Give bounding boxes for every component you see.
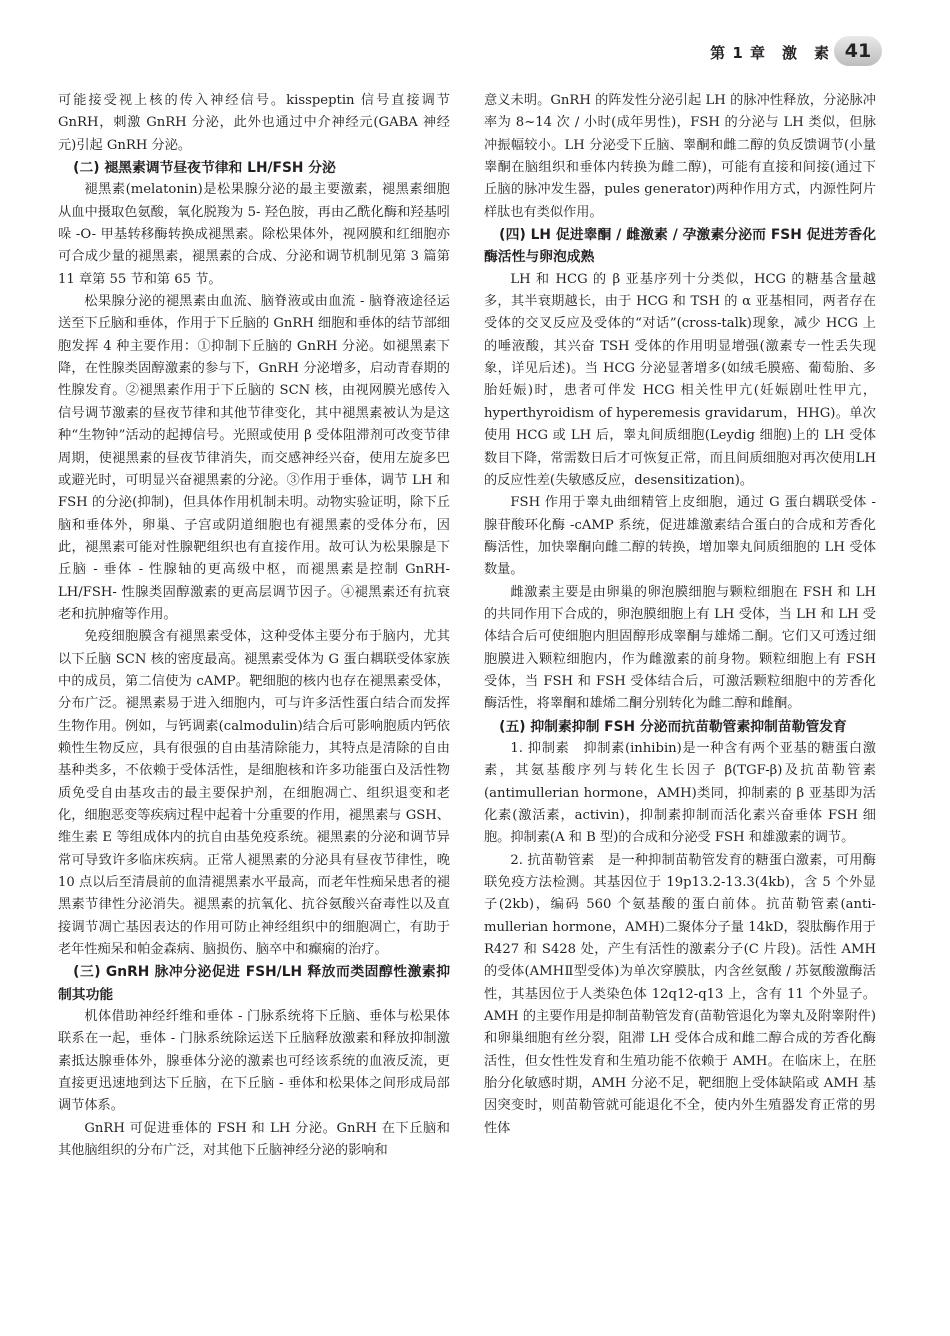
run-in-label: 1. 抑制素 [510,740,570,756]
paragraph-body: 是一种抑制苗勒管发育的糖蛋白激素，可用酶联免疫方法检测。其基因位于 19p13.2-13.3(4kb)，含 5 个外显子(2kb)，编码 560 个氨基酸的蛋白前体。抗苗勒管素(anti-mullerian hormone，AMH)二聚体分子量 14kD，裂肽酶作用于 R427 和 S428 处，产生有活性的激素分子(C 片段)。活性 AMH 的受体(AMHⅡ型受体)为单次穿膜肽，内含丝氨酸 / 苏氨酸激酶活性，其基因位于人类染色体 12q12-q13 上，含有 11 个外显子。AMH 的主要作用是抑制苗勒管发育(苗勒管退化为睾丸及附睾附件)和卵巢细胞有丝分裂，阻滞 LH 受体合成和雌二醇合成的芳香化酶活性，但女性性发育和生殖功能不依赖于 AMH。在临床上，在胚胎分化敏感时期，AMH 分泌不足，靶细胞上受体缺陷或 AMH 基因突变时，则苗勒管就可能退化不全，使内外生殖器发育正常的男性体 [484,852,876,1136]
left-column [58,90,450,1163]
paragraph: 免疫细胞膜含有褪黑素受体，这种受体主要分布于脑内，尤其以下丘脑 SCN 核的密度最高。褪黑素受体为 G 蛋白耦联受体家族中的成员，第二信使为 cAMP。靶细胞的核内也存在褪黑素受体，分布广泛。褪黑素易于进入细胞内，可与许多活性蛋白结合而发挥生物作用。例如，与钙调素(calmodulin)结合后可影响胞质内钙依赖性生物反应，具有很强的自由基清除能力，其特点是清除的自由基种类多，不依赖于受体活性，是细胞核和许多功能蛋白及活性物质免受自由基攻击的最主要保护剂，在细胞凋亡、组织退变和老化，细胞恶变等疾病过程中起着十分重要的作用，褪黑素与 GSH、维生素 E 等组成体内的抗自由基免疫系统。褪黑素的分泌和调节异常可导致许多临床疾病。正常人褪黑素的分泌具有昼夜节律性，晚 10 点以后至清晨前的血清褪黑素水平最高，而老年性痴呆患者的褪黑素节律性分泌消失。褪黑素的抗氧化、抗谷氨酸兴奋毒性以及直接调节凋亡基因表达的作用可防止神经组织中的细胞凋亡，有助于老年性痴呆和帕金森病、脑损伤、脑卒中和癫痫的治疗。 [58,629,450,958]
run-in-label: 2. 抗苗勒管素 [510,852,595,868]
paragraph-amh [484,850,876,1140]
paragraph: 意义未明。GnRH 的阵发性分泌引起 LH 的脉冲性释放，分泌脉冲率为 8~14 次 / 小时(成年男性)，FSH 的分泌与 LH 类似，但脉冲振幅较小。LH 分泌受下丘脑、睾酮和雌二醇的负反馈调节(小量睾酮在脑组织和垂体内转换为雌二醇)，可能有直接和间接(通过下丘脑的脉冲发生器，pules generator)两种作用方式，内源性阿片样肽也有类似作用。 [484,93,876,220]
section-heading-4: (四) LH 促进睾酮 / 雌激素 / 孕激素分泌而 FSH 促进芳香化酶活性与卵泡成熟 [484,227,876,266]
paragraph-inhibin [484,738,876,850]
right-column [484,90,876,1140]
paragraph: LH 和 HCG 的 β 亚基序列十分类似，HCG 的糖基含量越多，其半衰期越长，由于 HCG 和 TSH 的 α 亚基相同，两者存在受体的交叉反应及受体的“对话”(cross-talk)现象，减少 HCG 上的唾液酸，其兴奋 TSH 受体的作用明显增强(激素专一性丢失现象，详见后述)。当 HCG 分泌显著增多(如绒毛膜癌、葡萄胎、多胎妊娠)时，患者可伴发 HCG 相关性甲亢(妊娠剧吐性甲亢，hyperthyroidism of hyperemesis gravidarum，HHG)。单次使用 HCG 或 LH 后，睾丸间质细胞(Leydig 细胞)上的 LH 受体数目下降，常需数日后才可恢复正常，而且间质细胞对再次使用LH的反应性差(失敏感反应，desensitization)。 [484,271,876,488]
section-heading-2: (二) 褪黑素调节昼夜节律和 LH/FSH 分泌 [73,160,336,177]
page-header [0,32,950,68]
paragraph: 雌激素主要是由卵巢的卵泡膜细胞与颗粒细胞在 FSH 和 LH 的共同作用下合成的，卵泡膜细胞上有 LH 受体，当 LH 和 LH 受体结合后可使细胞内胆固醇形成睾酮与雄烯二酮。它们又可透过细胞膜进入颗粒细胞内，作为雌激素的前身物。颗粒细胞上有 FSH 受体，当 FSH 和 FSH 受体结合后，可激活颗粒细胞中的芳香化酶活性，将睾酮和雄烯二酮分别转化为雌二醇和雌酮。 [484,584,876,712]
paragraph: 机体借助神经纤维和垂体 - 门脉系统将下丘脑、垂体与松果体联系在一起，垂体 - 门脉系统除运送下丘脑释放激素和释放抑制激素抵达腺垂体外，腺垂体分泌的激素也可经该系统的血液反流，更直接更迅速地到达下丘脑，在下丘脑 - 垂体和松果体之间形成局部调节体系。 [58,1009,450,1114]
section-heading-5: (五) 抑制素抑制 FSH 分泌而抗苗勒管素抑制苗勒管发育 [499,718,847,735]
chapter-title: 第 1 章 激 素 [710,44,830,62]
section-heading-3: (三) GnRH 脉冲分泌促进 FSH/LH 释放而类固醇性激素抑制其功能 [58,964,450,1003]
paragraph: 松果腺分泌的褪黑素由血流、脑脊液或由血流 - 脑脊液途径运送至下丘脑和垂体，作用于下丘脑的 GnRH 细胞和垂体的结节部细胞发挥 4 种主要作用：①抑制下丘脑的 GnRH 分泌。如褪黑素下降，在性腺类固醇激素的参与下，GnRH 分泌增多，启动青春期的性腺发育。②褪黑素作用于下丘脑的 SCN 核，由视网膜光感传入信号调节激素的昼夜节律和其他节律变化，其中褪黑素被认为是这种“生物钟”活动的起搏信号。光照或使用 β 受体阻滞剂可改变节律周期，使褪黑素的昼夜节律消失，而交感神经兴奋，使用左旋多巴或避光时，可明显兴奋褪黑素的分泌。③作用于垂体，调节 LH 和 FSH 的分泌(抑制)，但具体作用机制未明。动物实验证明，除下丘脑和垂体外，卵巢、子宫或阴道细胞也有褪黑素的受体分布，因此，褪黑素可能对性腺靶组织也有直接作用。故可认为松果腺是下丘脑 - 垂体 - 性腺轴的更高级中枢，而褪黑素是控制 GnRH-LH/FSH- 性腺类固醇激素的更高层调节因子。④褪黑素还有抗衰老和抗肿瘤等作用。 [58,294,450,622]
page-number-badge: 41 [834,36,882,66]
paragraph: 可能接受视上核的传入神经信号。kisspeptin 信号直接调节 GnRH，刺激 GnRH 分泌，此外也通过中介神经元(GABA 神经元)引起 GnRH 分泌。 [58,93,450,153]
paragraph: GnRH 可促进垂体的 FSH 和 LH 分泌。GnRH 在下丘脑和其他脑组织的分布广泛，对其他下丘脑神经分泌的影响和 [58,1120,450,1159]
paragraph: FSH 作用于睾丸曲细精管上皮细胞，通过 G 蛋白耦联受体 - 腺苷酸环化酶 -cAMP 系统，促进雄激素结合蛋白的合成和芳香化酶活性，加快睾酮向雌二醇的转换，增加睾丸间质细胞的 LH 受体数量。 [484,495,876,578]
paragraph-body: 抑制素(inhibin)是一种含有两个亚基的糖蛋白激素，其氨基酸序列与转化生长因子 β(TGF-β)及抗苗勒管素(antimullerian hormone，AMH)类同，抑制素的 β 亚基即为活化素(激活素，activin)，抑制素抑制而活化素兴奋垂体 FSH 细胞。抑制素(A 和 B 型)的合成和分泌受 FSH 和雄激素的调节。 [484,740,876,846]
paragraph: 褪黑素(melatonin)是松果腺分泌的最主要激素，褪黑素细胞从血中摄取色氨酸，氧化脱羧为 5- 羟色胺，再由乙酰化酶和羟基吲哚 -O- 甲基转移酶转换成褪黑素。除松果体外，视网膜和红细胞亦可合成少量的褪黑素，褪黑素的合成、分泌和调节机制见第 3 篇第 11 章第 55 节和第 65 节。 [58,182,450,287]
